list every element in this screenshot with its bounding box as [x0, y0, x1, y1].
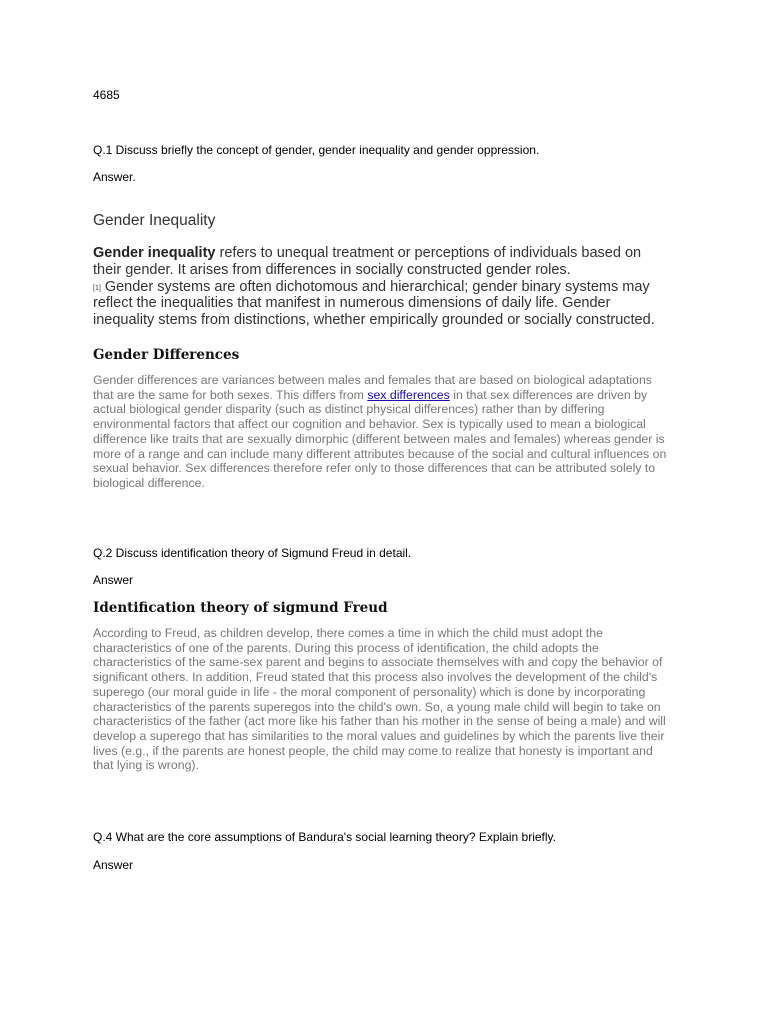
answer-label-4: Answer: [93, 858, 134, 872]
answer-label-2: Answer: [93, 573, 134, 587]
section-title-gender-inequality: Gender Inequality: [93, 212, 216, 229]
answer-label-1: Answer.: [93, 170, 136, 184]
term-gender-inequality: Gender inequality: [93, 245, 216, 261]
heading-freud-identification: Identification theory of sigmund Freud: [93, 600, 388, 616]
gender-inequality-paragraph: [93, 245, 673, 329]
question-2: Q.2 Discuss identification theory of Sigmund Freud in detail.: [93, 546, 412, 560]
gender-differences-text-1: Gender differences are variances between males and females that are based on biological adaptations that are the same for both sexes. This differs from: [93, 373, 652, 402]
question-1: Q.1 Discuss briefly the concept of gender, gender inequality and gender oppression.: [93, 143, 540, 157]
heading-gender-differences: Gender Differences: [93, 347, 240, 363]
question-4: Q.4 What are the core assumptions of Bandura's social learning theory? Explain briefly.: [93, 830, 556, 844]
gender-differences-text-2: in that sex differences are driven by actual biological gender disparity (such as distinct physical differences) rather than by differing environmental factors that affect our cognition and behavior. Sex is typically used to mean a biological difference like traits that are sexually dimorphic (different between males and females) whereas gender is more of a range and can include many different attributes because of the social and cultural influences on sexual behavior. Sex differences therefore refer only to those differences that can be attributed solely to biological difference.: [93, 387, 667, 490]
gender-differences-paragraph: [93, 373, 673, 491]
sex-differences-link[interactable]: sex differences: [367, 387, 450, 402]
gender-inequality-text-2: Gender systems are often dichotomous and hierarchical; gender binary systems may reflect the inequalities that manifest in numerous dimensions of daily life. Gender inequality stems from distinctions, whether empirically grounded or socially constructed.: [93, 278, 655, 329]
citation-ref[interactable]: [1]: [93, 284, 101, 292]
document-id: 4685: [93, 88, 120, 102]
freud-paragraph: According to Freud, as children develop, there comes a time in which the child must adopt the characteristics of one of the parents. During this process of identification, the child adopts the characteristics of the same-sex parent and begins to associate themselves with and copy the behavior of significant others. In addition, Freud stated that this process also involves the development of the child's superego (our moral guide in life - the moral component of personality) which is done by incorporating characteristics of the parents superegos into the child's own. So, a young male child will begin to take on characteristics of the father (act more like his father than his mother in the sense of being a male) and will develop a superego that has similarities to the moral values and guidelines by which the parents live their lives (e.g., if the parents are honest people, the child may come to realize that honesty is important and that lying is wrong).: [93, 626, 666, 773]
gender-inequality-text-1: refers to unequal treatment or perceptions of individuals based on their gender. It arises from differences in socially constructed gender roles.: [93, 245, 642, 278]
